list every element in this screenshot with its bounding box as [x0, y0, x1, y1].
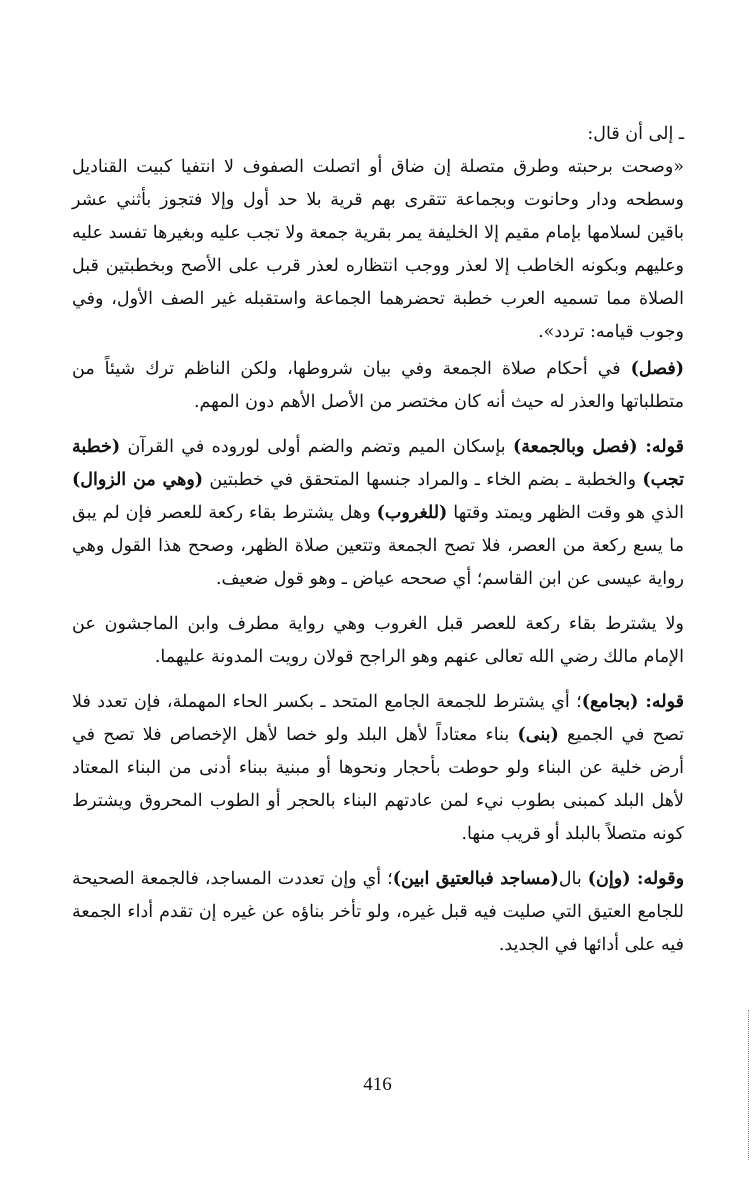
- paragraph-commentary-3: [72, 686, 684, 851]
- paragraph-fasl: [72, 353, 684, 419]
- paragraph-commentary-1: [72, 431, 684, 596]
- lead-qawluh: وقوله:: [630, 869, 685, 889]
- commentary-text: الذي هو وقت الظهر ويمتد وقتها: [447, 503, 684, 523]
- intro-line: ـ إلى أن قال:: [587, 124, 684, 144]
- commentary-text: بال: [558, 869, 588, 889]
- fasl-heading: (فصل): [630, 359, 684, 379]
- paragraph-commentary-4: [72, 863, 684, 962]
- quoted-phrase: (مساجد فبالعتيق ابين): [392, 869, 559, 889]
- quoted-phrase: (للغروب): [376, 503, 448, 523]
- commentary-text: بناء معتاداً لأهل البلد ولو خصا لأهل الإخصاص فلا تصح في أرض خلية عن البناء ولو حوطت بأحجار ونحوها أو مبنية ببناء أدنى من البناء المعتاد لأهل البلد كمبنى بطوب نيء لمن عادتهم البناء بالحجر أو الطوب المحروق ويشترط كونه متصلاً بالبلد أو قريب منها.: [72, 725, 684, 844]
- fasl-text: في أحكام صلاة الجمعة وفي بيان شروطها، ولكن الناظم ترك شيئاً من متطلباتها والعذر له حيث أنه كان مختصر من الأصل الأهم دون المهم.: [72, 359, 684, 412]
- quoted-phrase: (وإن): [587, 869, 631, 889]
- quoted-phrase: (بنى): [517, 725, 559, 745]
- commentary-text: ؛ أي يشترط للجمعة الجامع المتحد ـ بكسر الحاء المهملة، فإن تعدد فلا تصح في الجميع: [72, 692, 684, 745]
- quoted-phrase: (بجامع): [581, 692, 639, 712]
- commentary-text: ؛ أي وإن تعددت المساجد، فالجمعة الصحيحة للجامع العتيق التي صليت فيه قبل غيره، ولو تأخر بناؤه عن غيره إن تقدم أداء الجمعة فيه على أدائها في الجديد.: [72, 869, 684, 955]
- quoted-phrase: (وهي من الزوال): [72, 470, 204, 490]
- verse-quote: «وصحت برحبته وطرق متصلة إن ضاق أو اتصلت الصفوف لا انتفيا كبيت القناديل وسطحه ودار وحانوت وبجماعة تتقرى بهم قرية بلا حد أول وإلا فتجوز بأثني عشر باقين لسلامها بإمام مقيم إلا الخليفة يمر بقرية جمعة ولا تجب عليه وبغيرها تفسد عليه وعليهم وبكونه الخاطب إلا لعذر ووجب انتظاره لعذر قرب على الأصح وبخطبتين قبل الصلاة مما تسميه العرب خطبة تحضرهما الجماعة واستقبله غير الصف الأول، وفي وجوب قيامه: تردد».: [72, 157, 684, 342]
- lead-qawluh: قوله:: [638, 692, 684, 712]
- page-body: [72, 118, 684, 1158]
- commentary-text: وهل يشترط بقاء ركعة للعصر فإن لم يبق ما يسع ركعة من العصر، فلا تصح الجمعة وتتعين صلاة الظهر، وصحح هذا القول وهي رواية عيسى عن ابن القاسم؛ أي صححه عياض ـ وهو قول ضعيف.: [72, 503, 684, 589]
- lead-qawluh: قوله:: [637, 437, 684, 457]
- paragraph-commentary-2: ولا يشترط بقاء ركعة للعصر قبل الغروب وهي رواية مطرف وابن الماجشون عن الإمام مالك رضي الله تعالى عنهم وهو الراجح قولان رويت المدونة عليهما.: [72, 614, 684, 667]
- quoted-phrase: (خطبة تجب): [72, 437, 684, 490]
- scan-edge-mark: [746, 1010, 749, 1160]
- page-number: 416: [363, 1074, 392, 1095]
- commentary-text: بإسكان الميم وتضم والضم أولى لوروده في القرآن: [120, 437, 513, 457]
- commentary-text: والخطبة ـ بضم الخاء ـ والمراد جنسها المتحقق في خطبتين: [203, 470, 643, 490]
- quoted-phrase: (فصل وبالجمعة): [513, 437, 638, 457]
